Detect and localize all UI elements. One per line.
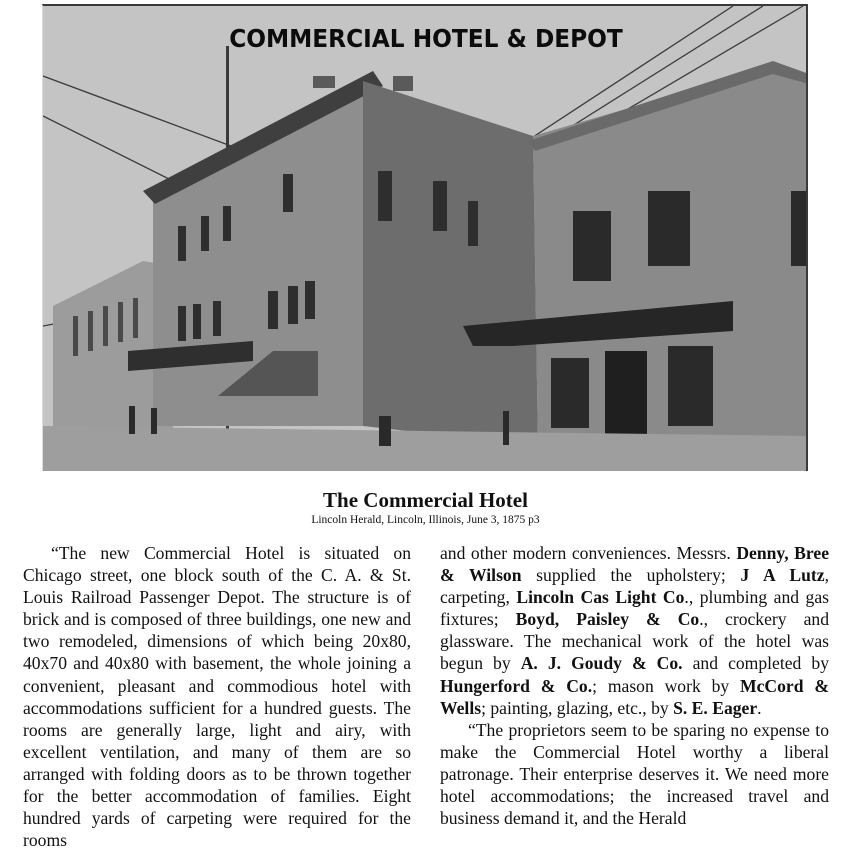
business-name: Lincoln Cas Light Co [516, 587, 685, 608]
article-left-column [23, 542, 411, 851]
text-segment: , carpeting, [440, 565, 830, 608]
text-segment: supplied the upholstery; [521, 565, 741, 586]
text-segment: ., crockery and glassware. The mechanical work of the hotel was begun by [440, 609, 829, 674]
business-name: Hungerford & Co. [440, 675, 593, 696]
business-name: Denny, Bree & Wilson [440, 543, 830, 586]
chimney [313, 76, 335, 88]
text-segment: ; painting, glazing, etc., by [481, 697, 674, 718]
business-name: Boyd, Paisley & Co [515, 609, 700, 630]
article-paragraph: “The proprietors seem to be sparing no expense to make the Commercial Hotel worthy a liberal patronage. Their enterprise deserves it. We need more hotel accommodations; the increased travel and business demand it, and the Herald [440, 719, 829, 829]
text-segment: and other modern conveniences. Messrs. [440, 543, 737, 563]
text-segment: . [757, 697, 762, 718]
article-paragraph-continued [440, 542, 829, 719]
hotel-side-wall [363, 81, 538, 446]
business-name: A. J. Goudy & Co. [520, 653, 683, 674]
chimney [393, 76, 413, 91]
text-segment: ; mason work by [592, 675, 740, 696]
article-source: Lincoln Herald, Lincoln, Illinois, June 3, 1875 p3 [311, 514, 540, 526]
article-paragraph: “The new Commercial Hotel is situated on Chicago street, one block south of the C. A. & St. Louis Railroad Passenger Depot. The structure is of brick and is composed of three buildings, one new and two remodeled, dimensions of which being 20x80, 40x70 and 40x80 with basement, the whole joining a convenient, pleasant and commodious hotel with accommodations sufficient for a hundred guests. The rooms are generally large, light and airy, with excellent ventilation, and many of them are so arranged with folding doors as to be thrown together for the better accommodation of families. Eight hundred yards of carpeting were required for the rooms [23, 543, 411, 851]
business-name: J A Lutz [740, 565, 825, 586]
text-segment: and completed by [682, 653, 829, 674]
photo-caption: COMMERCIAL HOTEL & DEPOT [229, 24, 623, 53]
photo-illustration [43, 6, 808, 471]
business-name: S. E. Eager [673, 697, 758, 718]
hotel-photograph [42, 4, 808, 471]
text-segment: ., plumbing and gas fixtures; [440, 587, 829, 630]
article-right-column [440, 542, 829, 829]
business-name: McCord & Wells [440, 675, 829, 718]
article-title: The Commercial Hotel [323, 488, 528, 512]
